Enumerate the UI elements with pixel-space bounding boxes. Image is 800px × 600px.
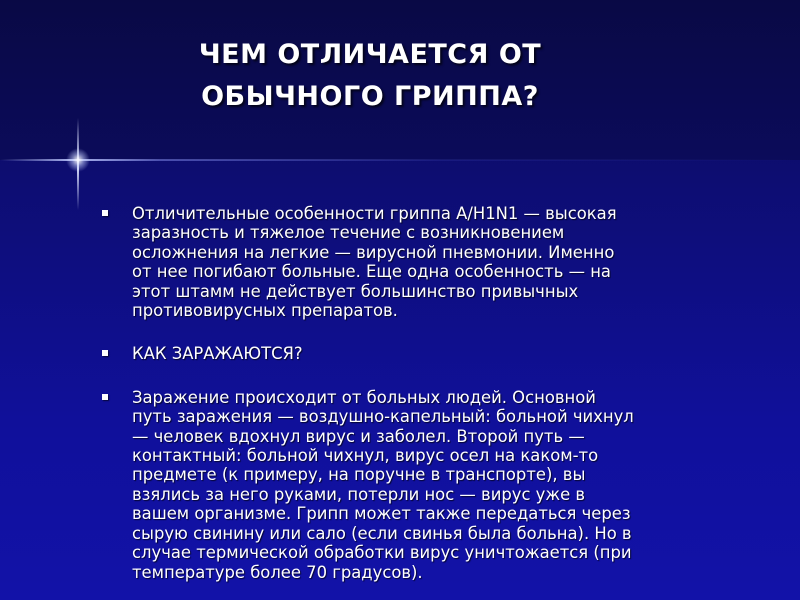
square-bullet-icon — [102, 210, 108, 216]
bullet-text-line: осложнения на легкие — вирусной пневмонии. Именно — [132, 242, 615, 262]
bullet-text-line: случае термической обработки вирус уничтожается (при — [132, 543, 632, 563]
square-bullet-icon — [102, 350, 108, 356]
sparkle-star-icon — [66, 148, 90, 172]
bullet-item-how-infected — [100, 344, 760, 363]
title-line: ЧЕМ ОТЛИЧАЕТСЯ ОТ — [198, 39, 542, 70]
bullet-text-line: — человек вдохнул вирус и заболел. Второй путь — — [132, 426, 585, 446]
square-bullet-icon — [102, 394, 108, 400]
title-line: ОБЫЧНОГО ГРИППА? — [201, 81, 539, 112]
bullet-text-line: Отличительные особенности гриппа A/H1N1 — высокая — [132, 204, 617, 223]
bullet-text-line: сырую свинину или сало (если свинья была больна). Но в — [132, 523, 632, 543]
bullet-text-line: КАК ЗАРАЖАЮТСЯ? — [132, 344, 303, 364]
bullet-list — [100, 204, 760, 582]
bullet-text-line: путь заражения — воздушно-капельный: больной чихнул — [132, 407, 634, 427]
bullet-text-line: вашем организме. Грипп может также передаться через — [132, 504, 631, 524]
bullet-text-line: взялись за него руками, потерли нос — вирус уже в — [132, 484, 586, 504]
bullet-text-line: Заражение происходит от больных людей. Основной — [132, 387, 596, 407]
bullet-item-features — [100, 204, 760, 320]
slide-title — [120, 34, 620, 118]
bullet-text-line: противовирусных препаратов. — [132, 301, 398, 321]
bullet-text-line: контактный: больной чихнул, вирус осел на каком-то — [132, 446, 599, 466]
bullet-text-line: предмете (к примеру, на поручне в транспорте), вы — [132, 465, 586, 485]
bullet-text-line: этот штамм не действует большинство привычных — [132, 281, 579, 301]
bullet-text-line: от нее погибают больные. Еще одна особенность — на — [132, 262, 611, 282]
bullet-text-line: температуре более 70 градусов). — [132, 562, 423, 582]
bullet-text-line: заразность и тяжелое течение с возникновением — [132, 223, 565, 243]
sparkle-horizontal-line — [0, 159, 800, 161]
bullet-item-transmission — [100, 388, 760, 582]
